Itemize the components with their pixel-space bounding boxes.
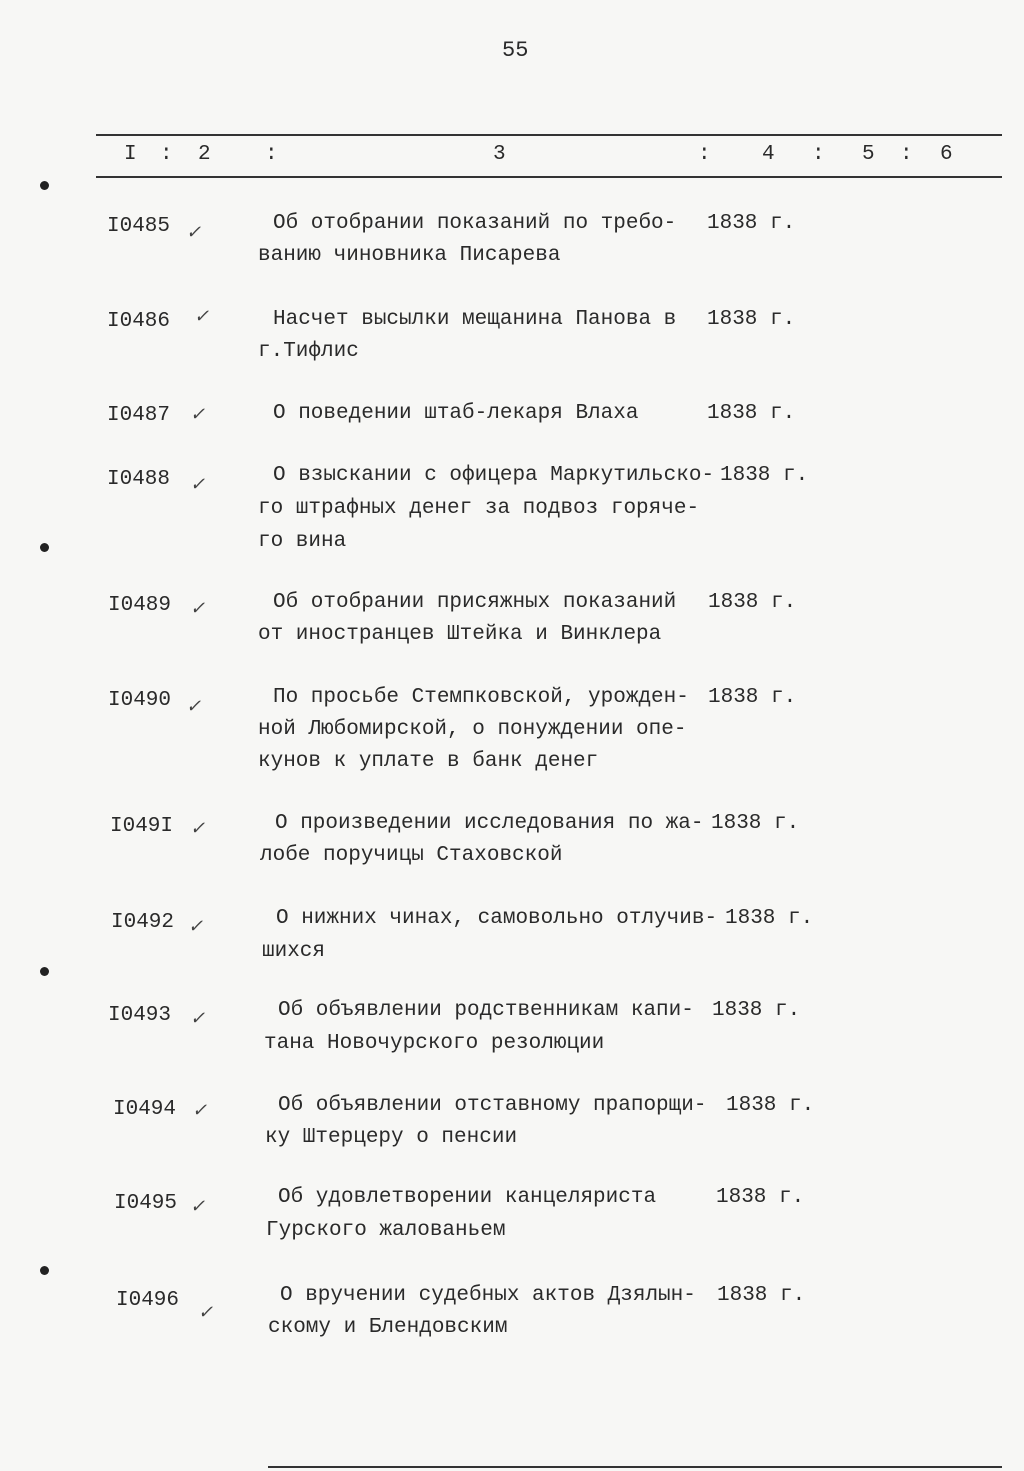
checkmark-icon: ✓ xyxy=(190,404,206,425)
record-title-line: шихся xyxy=(262,940,326,963)
record-year: 1838 г. xyxy=(712,999,801,1022)
record-number: I0494 xyxy=(113,1098,177,1121)
record-title-line: О нижних чинах, самовольно отлучив- xyxy=(276,907,718,930)
checkmark-icon: ✓ xyxy=(186,222,202,243)
punch-hole xyxy=(40,1266,49,1275)
record-year: 1838 г. xyxy=(720,464,809,487)
record-number: I0486 xyxy=(107,310,171,333)
record-title-line: Гурского жалованьем xyxy=(266,1219,506,1242)
record-title-line: тана Новочурского резолюции xyxy=(264,1032,605,1055)
record-year: 1838 г. xyxy=(707,402,796,425)
record-title-line: го вина xyxy=(258,530,347,553)
record-title-line: скому и Блендовским xyxy=(268,1316,508,1339)
checkmark-icon: ✓ xyxy=(198,1302,214,1323)
record-title-line: Об удовлетворении канцеляриста xyxy=(278,1186,657,1209)
record-title-line: Об объявлении отставному прапорщи- xyxy=(278,1094,707,1117)
record-title-line: Об объявлении родственникам капи- xyxy=(278,999,694,1022)
col-separator: : xyxy=(265,143,278,166)
checkmark-icon: ✓ xyxy=(190,474,206,495)
record-year: 1838 г. xyxy=(711,812,800,835)
record-year: 1838 г. xyxy=(707,308,796,331)
record-title-line: ванию чиновника Писарева xyxy=(258,244,561,267)
col-1-label: I xyxy=(124,143,137,166)
record-title-line: лобе поручицы Стаховской xyxy=(260,844,563,867)
punch-hole xyxy=(40,543,49,552)
checkmark-icon: ✓ xyxy=(190,818,206,839)
col-separator: : xyxy=(698,143,711,166)
record-year: 1838 г. xyxy=(708,591,797,614)
punch-hole xyxy=(40,967,49,976)
record-title-line: Об отобрании присяжных показаний xyxy=(273,591,677,614)
col-4-label: 4 xyxy=(762,143,775,166)
record-year: 1838 г. xyxy=(726,1094,815,1117)
record-title-line: Об отобрании показаний по требо- xyxy=(273,212,677,235)
col-separator: : xyxy=(160,143,173,166)
record-number: I0487 xyxy=(107,404,171,427)
record-title-line: О произведении исследования по жа- xyxy=(275,812,704,835)
checkmark-icon: ✓ xyxy=(186,696,202,717)
record-title-line: По просьбе Стемпковской, урожден- xyxy=(273,686,689,709)
record-title-line: О поведении штаб-лекаря Влаха xyxy=(273,402,639,425)
record-number: I0485 xyxy=(107,215,171,238)
record-title-line: кунов к уплате в банк денег xyxy=(258,750,599,773)
checkmark-icon: ✓ xyxy=(192,1100,208,1121)
record-number: I0495 xyxy=(114,1192,178,1215)
record-year: 1838 г. xyxy=(707,212,796,235)
col-5-label: 5 xyxy=(862,143,875,166)
checkmark-icon: ✓ xyxy=(190,1008,206,1029)
record-year: 1838 г. xyxy=(717,1284,806,1307)
record-year: 1838 г. xyxy=(716,1186,805,1209)
checkmark-icon: ✓ xyxy=(194,306,210,327)
record-number: I0492 xyxy=(111,911,175,934)
record-number: I0496 xyxy=(116,1289,180,1312)
col-separator: : xyxy=(900,143,913,166)
checkmark-icon: ✓ xyxy=(190,598,206,619)
col-6-label: 6 xyxy=(940,143,953,166)
col-2-label: 2 xyxy=(198,143,211,166)
record-title-line: от иностранцев Штейка и Винклера xyxy=(258,623,662,646)
record-year: 1838 г. xyxy=(725,907,814,930)
record-number: I0488 xyxy=(107,468,171,491)
header-top-rule xyxy=(96,134,1002,136)
record-number: I0490 xyxy=(108,689,172,712)
header-bottom-rule xyxy=(96,176,1002,178)
record-year: 1838 г. xyxy=(708,686,797,709)
record-number: I049I xyxy=(110,815,174,838)
col-separator: : xyxy=(812,143,825,166)
checkmark-icon: ✓ xyxy=(188,916,204,937)
record-title-line: О вручении судебных актов Дзялын- xyxy=(280,1284,696,1307)
col-3-label: 3 xyxy=(493,143,506,166)
record-title-line: О взыскании с офицера Маркутильско- xyxy=(273,464,715,487)
record-title-line: г.Тифлис xyxy=(258,340,359,363)
checkmark-icon: ✓ xyxy=(190,1196,206,1217)
record-number: I0489 xyxy=(108,594,172,617)
page-number: 55 xyxy=(502,38,529,63)
punch-hole xyxy=(40,181,49,190)
bottom-rule xyxy=(268,1466,1002,1468)
record-title-line: Насчет высылки мещанина Панова в xyxy=(273,308,677,331)
record-title-line: ку Штерцеру о пенсии xyxy=(265,1126,518,1149)
record-title-line: го штрафных денег за подвоз горяче- xyxy=(258,497,700,520)
record-title-line: ной Любомирской, о понуждении опе- xyxy=(258,718,687,741)
record-number: I0493 xyxy=(108,1004,172,1027)
